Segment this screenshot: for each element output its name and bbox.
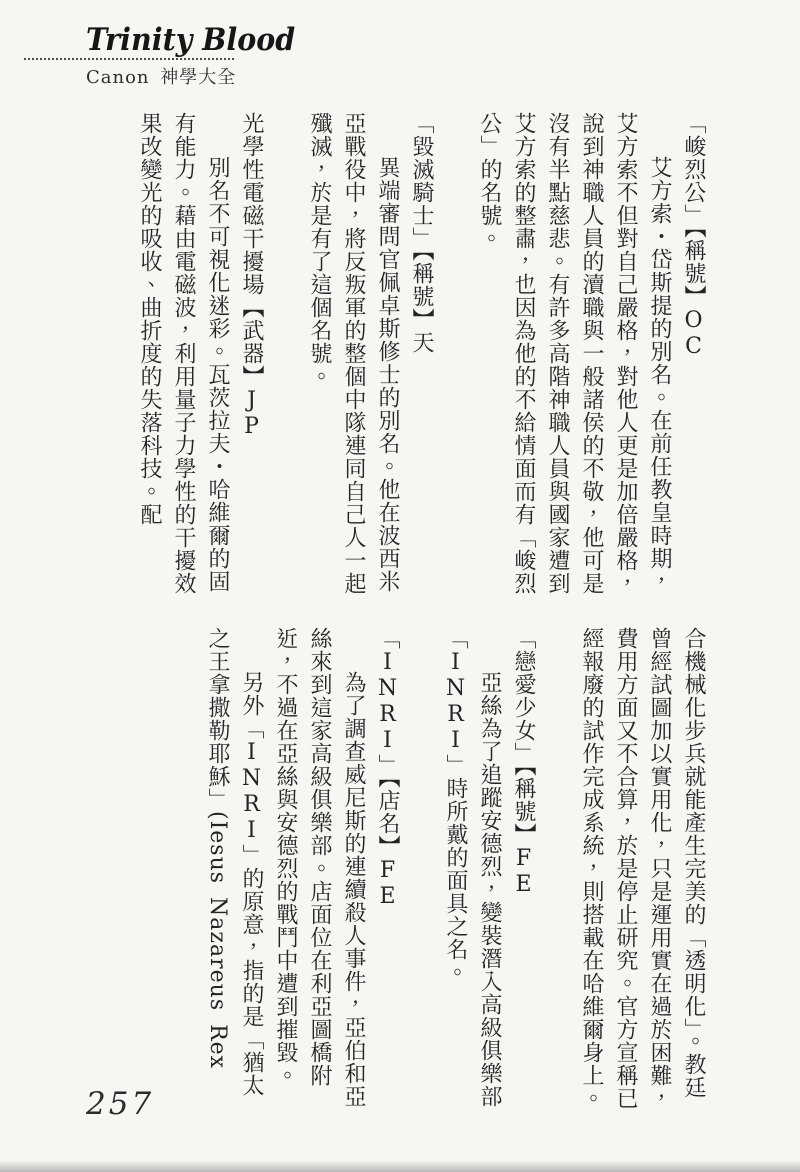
entry-heading: [234, 112, 268, 598]
latin-text: (Iesus Nazareus Rex: [205, 811, 230, 1070]
text-segment: 異端審問官佩卓斯修士的別名。他在波西米亞戰役中，將反叛軍的整個中隊連同自己人一起殲滅，於是有了這個名號。: [307, 112, 400, 595]
upright-code-text: FE: [511, 846, 536, 898]
entry-optical-em-jamming-field-continued: [574, 627, 710, 1113]
entry-knight-of-destruction: [302, 112, 438, 598]
upright-code-text: INRI: [375, 650, 400, 754]
entry-heading: [676, 112, 710, 598]
upright-code-text: JP: [239, 388, 264, 440]
text-segment: 」【店名】: [375, 754, 400, 858]
text-segment: 光學性電磁干擾場【武器】: [239, 112, 264, 388]
entry-lord-severity: [472, 112, 710, 598]
series-subtitle: Canon 神學大全: [86, 67, 237, 88]
text-segment: 「毀滅騎士」【稱號】天: [409, 112, 434, 354]
upright-code-text: INRI: [239, 740, 264, 844]
text-segment: 另外「: [239, 671, 264, 740]
text-segment: 」時所戴的面具之名。: [443, 754, 468, 984]
entry-paragraph: [472, 112, 676, 598]
text-segment: 為了調查威尼斯的連續殺人事件，亞伯和亞絲來到這家高級俱樂部。店面位在利亞圖橋附近，不過在亞絲與安德烈的戰鬥中遭到摧毀。: [273, 627, 366, 1108]
entry-maiden-in-love: [438, 627, 540, 1113]
upright-code-text: OC: [681, 308, 706, 360]
upright-code-text: FE: [375, 858, 400, 910]
text-segment: 」的原意，指的是「猶太之王拿撒勒耶穌」: [205, 627, 264, 1097]
series-logo: Trinity Blood: [86, 22, 296, 58]
entry-paragraph: [438, 627, 506, 1113]
entry-heading: [506, 627, 540, 1113]
text-segment: 「峻烈公」【稱號】: [681, 112, 706, 308]
scan-edge-shadow: [0, 1160, 800, 1172]
text-segment: 「戀愛少女」【稱號】: [511, 627, 536, 846]
entry-paragraph: [268, 627, 370, 1113]
text-segment: 合機械化步兵就能產生完美的「透明化」。教廷曾經試圖加以實用化，只是運用實在過於困難，費用方面又不合算，於是停止研究。官方宣稱已經報廢的試作完成系統，則搭載在哈維爾身上。: [579, 627, 706, 1110]
entry-paragraph: [132, 112, 234, 598]
entry-heading: [404, 112, 438, 598]
page-number: 257: [86, 1086, 155, 1122]
entry-paragraph: [302, 112, 404, 598]
header-dotted-rule: [24, 58, 234, 60]
text-band-top: [88, 112, 710, 598]
entry-inri-club: [200, 627, 404, 1113]
entry-paragraph: [200, 627, 268, 1113]
text-segment: 亞絲為了追蹤安德烈，變裝潛入高級俱樂部「: [443, 627, 502, 1108]
text-segment: 「: [375, 627, 400, 650]
entry-optical-em-jamming-field: [132, 112, 268, 598]
entry-heading: [370, 627, 404, 1113]
text-segment: 艾方索・岱斯提的別名。在前任教皇時期，艾方索不但對自己嚴格，對他人更是加倍嚴格，說到神職人員的瀆職與一般諸侯的不敬，他可是沒有半點慈悲。有許多高階神職人員與國家遭到艾方索的整肅，也因為他的不給情面而有「峻烈公」的名號。: [477, 112, 672, 595]
entry-paragraph-continuation: [574, 627, 710, 1113]
text-band-bottom: [88, 627, 710, 1113]
text-segment: 別名不可視化迷彩。瓦茨拉夫・哈維爾的固有能力。藉由電磁波，利用量子力學性的干擾效果改變光的吸收、曲折度的失落科技。配: [137, 112, 230, 595]
upright-code-text: INRI: [443, 650, 468, 754]
